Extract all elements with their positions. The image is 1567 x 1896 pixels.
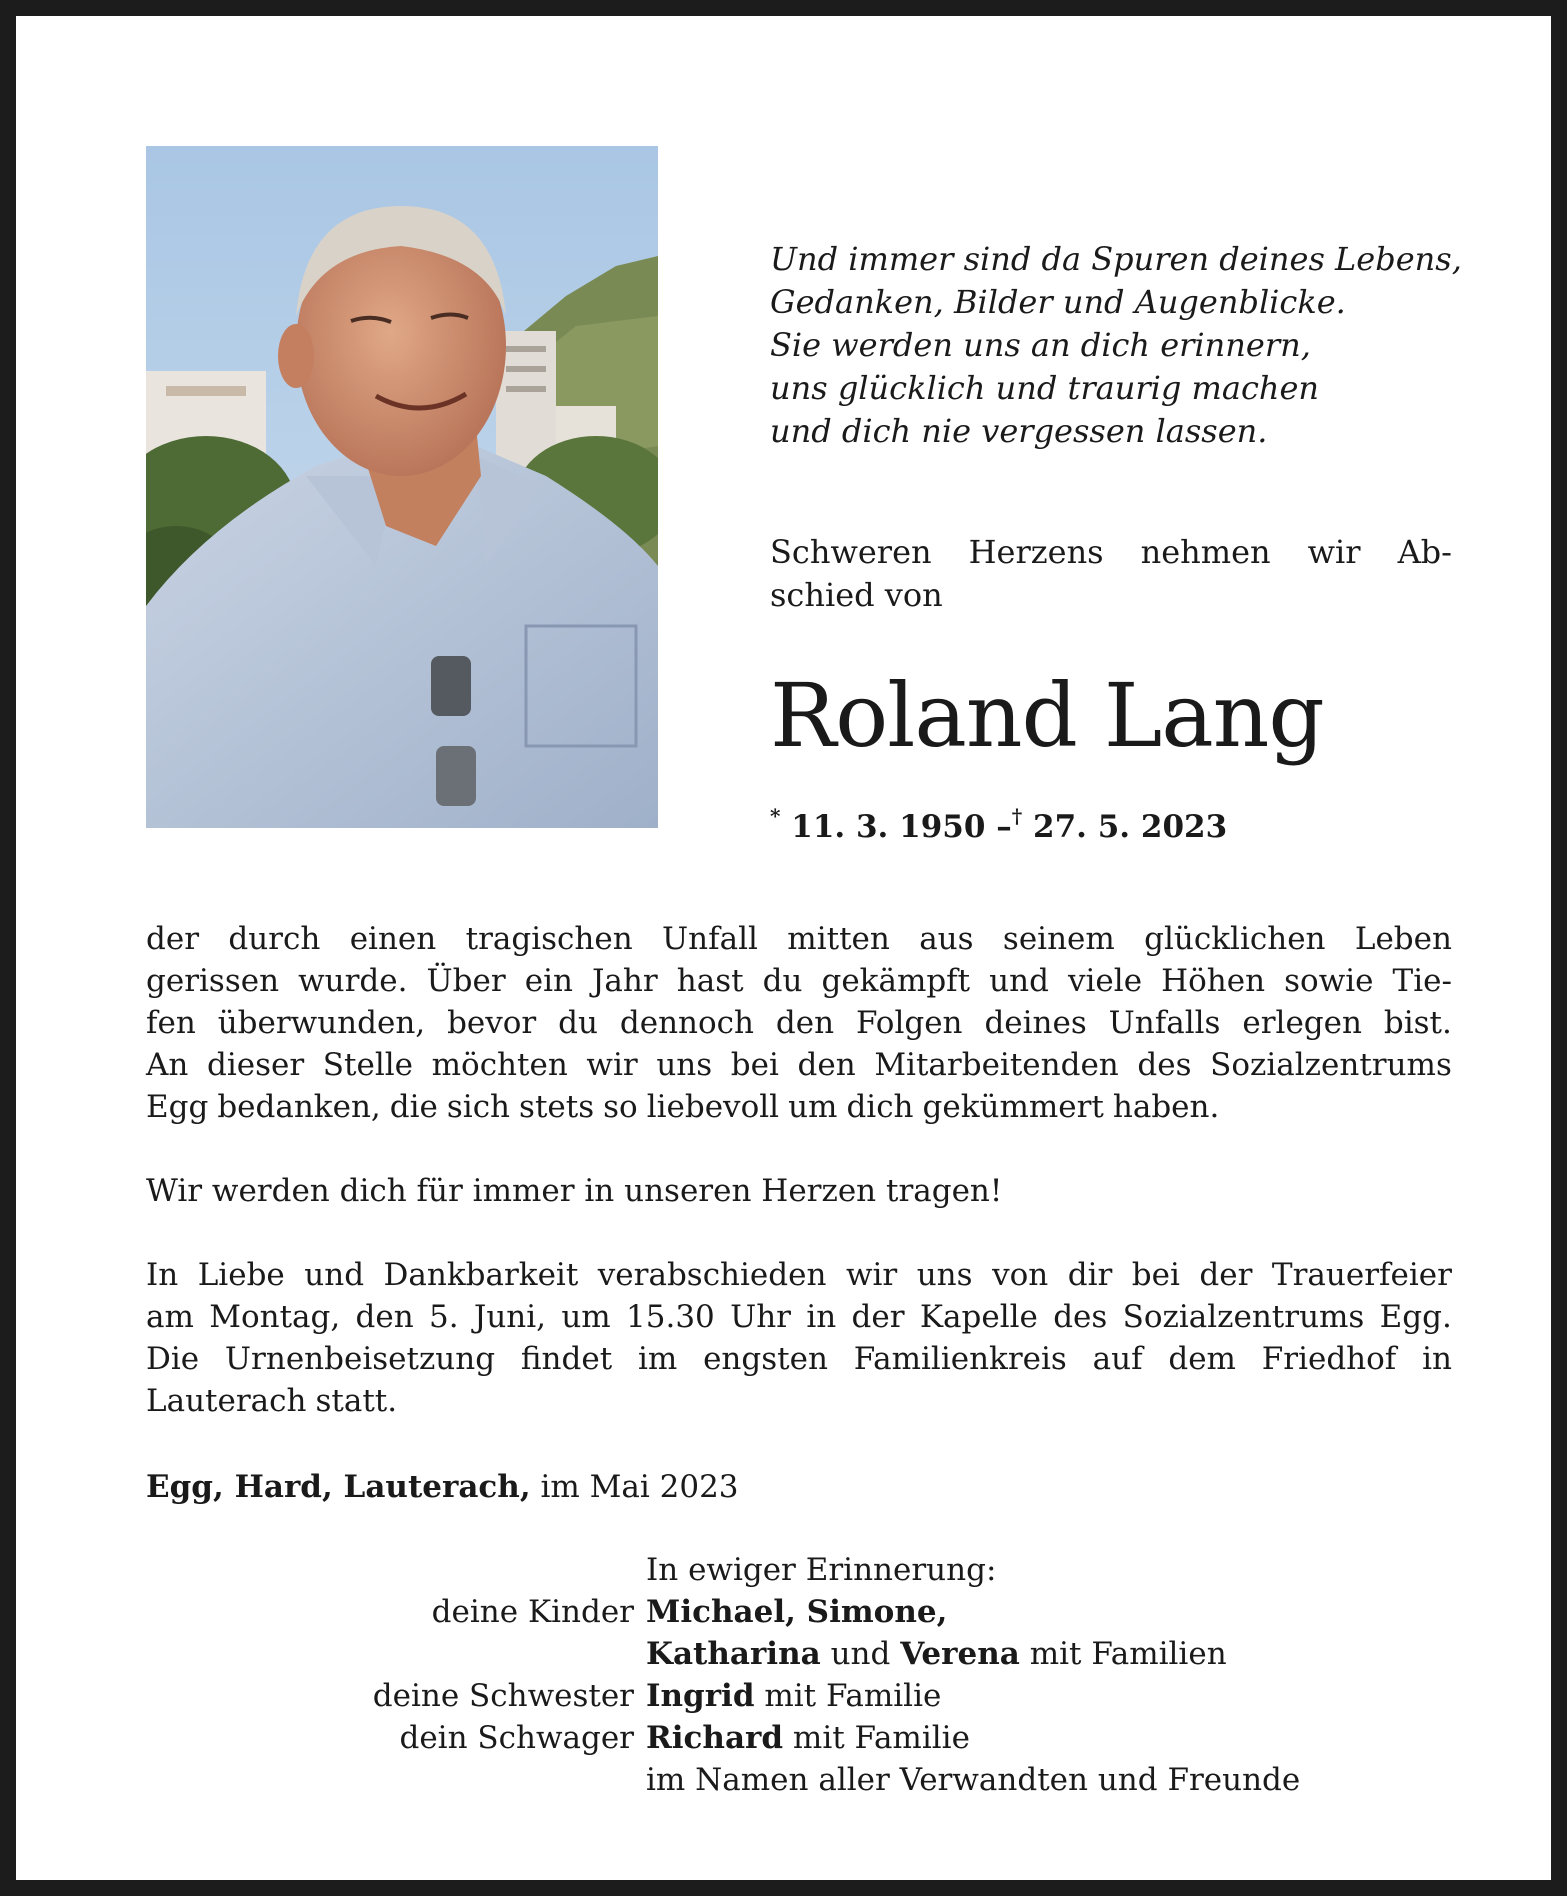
- body-word: tragischen: [465, 921, 633, 957]
- body-word: des: [1053, 1299, 1108, 1335]
- body-word: Liebe: [197, 1257, 285, 1293]
- birth-symbol: *: [770, 804, 781, 828]
- body-word: Familienkreis: [853, 1341, 1067, 1377]
- sister-name: Ingrid: [646, 1678, 755, 1714]
- death-date: 27. 5. 2023: [1033, 809, 1228, 845]
- body-word: gekämpft: [821, 963, 971, 999]
- body-word: im: [637, 1341, 678, 1377]
- body-word: wir: [845, 1257, 898, 1293]
- locations: Egg, Hard, Lauterach,: [146, 1469, 531, 1505]
- mourners-list: [146, 1549, 1452, 1801]
- intro-text: [770, 531, 1452, 617]
- intro-word: Herzens: [968, 533, 1104, 571]
- body-word: du: [558, 1005, 598, 1041]
- body-word: dieser: [206, 1047, 305, 1083]
- body-word: der: [146, 921, 200, 957]
- place-and-date: [146, 1466, 739, 1508]
- intro-word: wir: [1307, 533, 1361, 571]
- body-word: In: [146, 1257, 179, 1293]
- birth-date: 11. 3. 1950: [791, 809, 986, 845]
- body-word: der: [1199, 1257, 1253, 1293]
- body-word: Dankbarkeit: [383, 1257, 579, 1293]
- deceased-name: Roland Lang: [770, 664, 1324, 767]
- poem-line: und dich nie vergessen lassen.: [770, 412, 1268, 450]
- obituary-body: [146, 918, 1452, 1422]
- brother-in-law-label: dein Schwager: [399, 1720, 634, 1756]
- body-word: des: [1137, 1047, 1192, 1083]
- sister-label: deine Schwester: [372, 1678, 634, 1714]
- body-word: dir: [1067, 1257, 1113, 1293]
- body-word: deines: [984, 1005, 1087, 1041]
- body-word: Lauterach: [146, 1383, 307, 1419]
- body-word: Montag,: [209, 1299, 341, 1335]
- body-line: [146, 1296, 1452, 1338]
- body-word: dem: [1168, 1341, 1236, 1377]
- body-word: durch: [228, 921, 321, 957]
- body-word: uns: [656, 1047, 713, 1083]
- body-word: 15.30: [626, 1299, 715, 1335]
- body-word: viele: [1068, 963, 1143, 999]
- body-word: Trauerfeier: [1271, 1257, 1452, 1293]
- body-word: überwunden,: [217, 1005, 426, 1041]
- body-word: bei: [1131, 1257, 1180, 1293]
- body-word: hast: [676, 963, 744, 999]
- intro-line-2: schied von: [770, 576, 943, 614]
- with-families: mit Familien: [1029, 1636, 1227, 1672]
- portrait-photo: [146, 146, 658, 828]
- body-word: dennoch: [619, 1005, 754, 1041]
- poem-line: uns glücklich und traurig machen: [770, 369, 1320, 407]
- body-line: [146, 1086, 1452, 1128]
- body-word: um: [788, 1089, 838, 1125]
- body-word: am: [146, 1299, 194, 1335]
- body-word: den: [355, 1299, 414, 1335]
- intro-word: Schweren: [770, 533, 932, 571]
- body-word: stets: [519, 1089, 595, 1125]
- body-word: so: [603, 1089, 638, 1125]
- body-word: haben.: [1112, 1089, 1220, 1125]
- body-line: [146, 1338, 1452, 1380]
- body-word: auf: [1092, 1341, 1143, 1377]
- body-word: Unfalls: [1108, 1005, 1221, 1041]
- body-word: und: [304, 1257, 365, 1293]
- body-word: und: [989, 963, 1049, 999]
- body-word: bei: [730, 1047, 779, 1083]
- body-line: [146, 1002, 1452, 1044]
- body-word: Über: [426, 963, 506, 999]
- body-word: Sozialzentrums: [1122, 1299, 1365, 1335]
- body-word: Friedhof: [1261, 1341, 1397, 1377]
- signature-heading: In ewiger Erinnerung:: [646, 1552, 997, 1588]
- intro-word: Ab-: [1397, 533, 1452, 571]
- body-word: Unfall: [662, 921, 758, 957]
- body-word: Urnenbeisetzung: [224, 1341, 496, 1377]
- child-name: Katharina: [646, 1636, 821, 1672]
- body-word: bevor: [447, 1005, 537, 1041]
- body-line: [146, 1380, 1452, 1422]
- body-word: Stelle: [322, 1047, 414, 1083]
- body-word: den: [775, 1005, 835, 1041]
- body-word: in: [1422, 1341, 1452, 1377]
- body-word: liebevoll: [646, 1089, 780, 1125]
- body-word: möchten: [431, 1047, 568, 1083]
- child-name: Verena: [900, 1636, 1020, 1672]
- intro-word: nehmen: [1140, 533, 1271, 571]
- body-word: Tie-: [1392, 963, 1452, 999]
- body-word: bist.: [1383, 1005, 1452, 1041]
- body-word: um: [561, 1299, 611, 1335]
- body-word: aus: [919, 921, 974, 957]
- body-paragraph-2: Wir werden dich für immer in unseren Herzen tragen!: [146, 1173, 1003, 1209]
- date-separator: –: [996, 809, 1012, 845]
- body-word: uns: [916, 1257, 973, 1293]
- body-word: Jahr: [592, 963, 658, 999]
- body-word: Die: [146, 1341, 200, 1377]
- body-word: wurde.: [298, 963, 408, 999]
- body-word: Uhr: [730, 1299, 792, 1335]
- body-line: [146, 1254, 1452, 1296]
- body-word: Juni,: [473, 1299, 547, 1335]
- body-word: einen: [349, 921, 437, 957]
- body-word: du: [762, 963, 803, 999]
- conjunction: und: [830, 1636, 891, 1672]
- body-word: Sozialzentrums: [1210, 1047, 1452, 1083]
- body-word: Leben: [1354, 921, 1452, 957]
- body-word: seinem: [1002, 921, 1115, 957]
- children-label: deine Kinder: [431, 1594, 634, 1630]
- body-word: in: [806, 1299, 837, 1335]
- body-word: Höhen: [1161, 963, 1266, 999]
- body-word: Egg.: [1379, 1299, 1452, 1335]
- body-word: findet: [520, 1341, 613, 1377]
- body-word: wir: [586, 1047, 638, 1083]
- with-family: mit Familie: [792, 1720, 970, 1756]
- poem-line: Sie werden uns an dich erinnern,: [770, 326, 1311, 364]
- poem-line: Und immer sind da Spuren deines Lebens,: [770, 240, 1462, 278]
- body-line: [146, 918, 1452, 960]
- body-word: fen: [146, 1005, 196, 1041]
- body-word: gerissen: [146, 963, 280, 999]
- body-word: engsten: [703, 1341, 828, 1377]
- body-word: glücklichen: [1144, 921, 1326, 957]
- closing-line: im Namen aller Verwandten und Freunde: [646, 1762, 1301, 1798]
- body-line: [146, 960, 1452, 1002]
- body-word: Kapelle: [919, 1299, 1038, 1335]
- body-word: sowie: [1284, 963, 1374, 999]
- body-line: [146, 1044, 1452, 1086]
- body-word: verabschieden: [597, 1257, 827, 1293]
- body-word: 5.: [429, 1299, 459, 1335]
- poem: [770, 238, 1470, 453]
- body-word: den: [797, 1047, 856, 1083]
- body-word: von: [992, 1257, 1049, 1293]
- with-family: mit Familie: [764, 1678, 942, 1714]
- body-word: sich: [446, 1089, 511, 1125]
- life-dates: [770, 796, 1227, 847]
- body-word: gekümmert: [922, 1089, 1104, 1125]
- body-word: statt.: [315, 1383, 398, 1419]
- month-year: im Mai 2023: [540, 1469, 739, 1505]
- body-word: Egg: [146, 1089, 209, 1125]
- body-word: bedanken,: [217, 1089, 381, 1125]
- children-names: Michael, Simone,: [646, 1594, 948, 1630]
- body-word: ein: [524, 963, 573, 999]
- body-word: dich: [846, 1089, 914, 1125]
- poem-line: Gedanken, Bilder und Augenblicke.: [770, 283, 1346, 321]
- body-word: Mitarbeitenden: [874, 1047, 1119, 1083]
- brother-in-law-name: Richard: [646, 1720, 784, 1756]
- body-word: erlegen: [1242, 1005, 1362, 1041]
- death-symbol: †: [1011, 804, 1023, 828]
- body-word: An: [146, 1047, 189, 1083]
- body-word: die: [389, 1089, 438, 1125]
- body-word: mitten: [787, 921, 890, 957]
- body-word: der: [851, 1299, 905, 1335]
- body-word: Folgen: [855, 1005, 963, 1041]
